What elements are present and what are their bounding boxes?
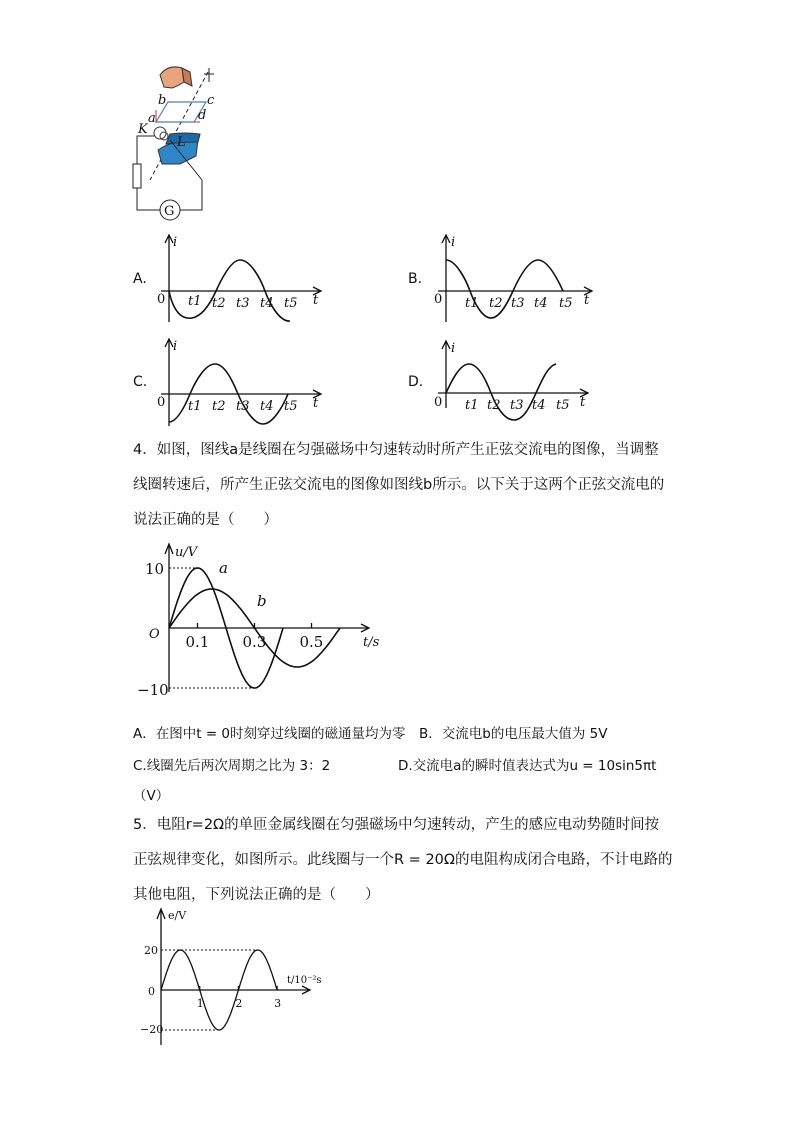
option-C-graph <box>155 336 325 428</box>
option-D-graph <box>432 336 602 428</box>
q4-xlabel: t/s <box>363 635 380 650</box>
tick-t3: t3 <box>236 399 250 414</box>
q4-ytick-10: 10 <box>145 560 165 578</box>
tick-t5: t5 <box>284 296 298 311</box>
axis-i-label: i <box>173 339 178 354</box>
q4-option-D-cont: （V） <box>133 788 170 804</box>
tick-t5: t5 <box>284 399 298 414</box>
curve-b-label: b <box>257 592 267 610</box>
axis-i-label: i <box>451 235 456 250</box>
tick-t1: t1 <box>465 296 479 311</box>
q5-xtick-label: 2 <box>235 997 243 1010</box>
tick-t3: t3 <box>510 398 524 413</box>
option-A-graph <box>155 232 325 324</box>
q5-ytick-20: 20 <box>144 944 158 957</box>
q4-ylabel: u/V <box>175 545 198 560</box>
label-L: L <box>177 135 186 150</box>
q4-xtick-label: 0.3 <box>242 633 267 651</box>
origin-label: 0 <box>157 395 166 410</box>
origin-label: 0 <box>434 292 443 307</box>
q5-xtick-label: 1 <box>196 997 204 1010</box>
q5-ytick-neg20: −20 <box>140 1023 164 1036</box>
q5-xtick-label: 3 <box>274 997 282 1010</box>
tick-t4: t4 <box>532 398 546 413</box>
q4-option-C[interactable]: C.线圈先后两次周期之比为 3：2 <box>133 758 331 774</box>
option-letter: A. <box>133 271 147 287</box>
label-d: d <box>198 108 207 123</box>
q4-xtick-label: 0.5 <box>299 633 324 651</box>
origin-label: 0 <box>157 292 166 307</box>
q5-origin: 0 <box>148 985 155 998</box>
tick-t4: t4 <box>260 399 274 414</box>
q4-ytick-neg10: −10 <box>137 681 169 699</box>
axis-t-label: t <box>313 293 319 308</box>
option-letter: B. <box>408 271 423 287</box>
q4-option-B[interactable]: B．交流电b的电压最大值为 5V <box>419 726 608 742</box>
generator-apparatus-figure <box>128 60 228 220</box>
axis-i-label: i <box>451 341 456 356</box>
q4-origin: O <box>149 627 160 642</box>
tick-t1: t1 <box>465 398 479 413</box>
q5-xlabel: t/10⁻²s <box>287 975 322 986</box>
origin-label: 0 <box>434 395 443 410</box>
tick-t3: t3 <box>236 296 250 311</box>
curve-a-label: a <box>219 559 228 577</box>
tick-t2: t2 <box>212 296 226 311</box>
q5-stem: 5．电阻r=2Ω的单匝金属线圈在匀强磁场中匀速转动，产生的感应电动势随时间按正弦规律变化，如图所示。此线圈与一个R = 20Ω的电阻构成闭合电路，不计电路的其他电阻，下列说法正确的是（ ） <box>133 817 673 903</box>
tick-t1: t1 <box>188 294 202 309</box>
tick-t2: t2 <box>489 296 503 311</box>
tick-t3: t3 <box>511 296 525 311</box>
axis-t-label: t <box>584 293 590 308</box>
tick-t5: t5 <box>559 296 573 311</box>
q4-voltage-chart <box>135 540 395 700</box>
axis-t-label: t <box>313 396 319 411</box>
option-letter: D. <box>408 374 424 390</box>
q4-xtick-label: 0.1 <box>185 633 210 651</box>
tick-t4: t4 <box>534 296 548 311</box>
option-B-graph <box>432 232 602 324</box>
q5-ylabel: e/V <box>168 909 187 922</box>
label-G: G <box>164 204 175 219</box>
tick-t5: t5 <box>556 398 570 413</box>
q4-option-D[interactable]: D.交流电a的瞬时值表达式为u = 10sin5πt <box>398 758 657 774</box>
label-c: c <box>207 93 215 108</box>
axis-t-label: t <box>580 395 586 410</box>
label-a: a <box>148 111 156 126</box>
q4-stem: 4．如图，图线a是线圈在匀强磁场中匀速转动时所产生正弦交流电的图像，当调整线圈转速后，所产生正弦交流电的图像如图线b所示。以下关于这两个正弦交流电的说法正确的是（ ） <box>133 442 665 528</box>
axis-i-label: i <box>173 235 178 250</box>
option-letter: C. <box>133 374 148 390</box>
q5-emf-chart <box>140 905 340 1050</box>
tick-t4: t4 <box>260 296 274 311</box>
tick-t2: t2 <box>487 398 501 413</box>
q4-option-A[interactable]: A．在图中t = 0时刻穿过线圈的磁通量均为零 <box>133 726 406 742</box>
label-b: b <box>158 93 167 108</box>
label-K: K <box>138 122 148 137</box>
tick-t1: t1 <box>188 399 202 414</box>
tick-t2: t2 <box>212 399 226 414</box>
